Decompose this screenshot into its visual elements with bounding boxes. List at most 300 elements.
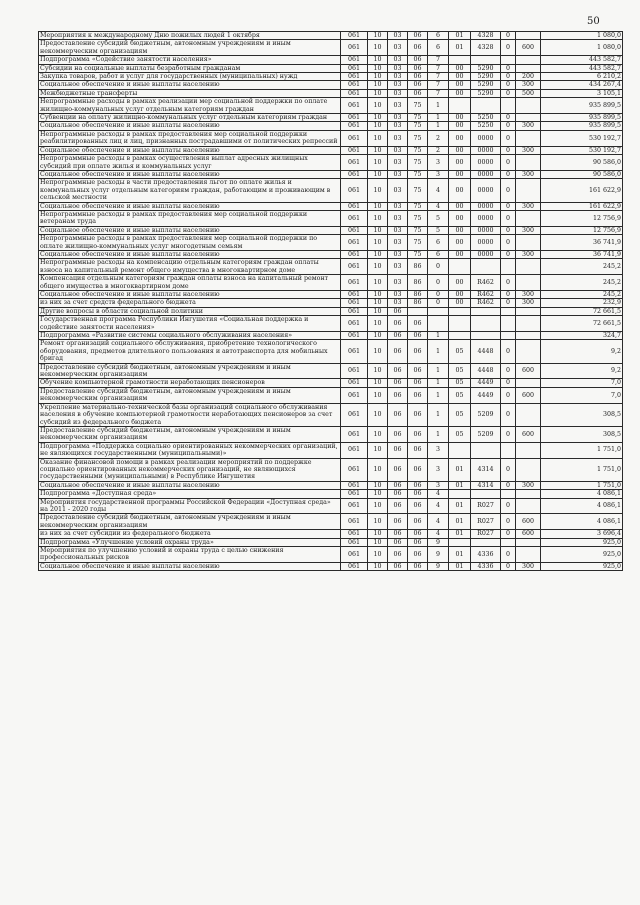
subsection-code-cell: 03: [388, 32, 408, 40]
table-row: [39, 514, 623, 530]
direction-code-cell: 5290: [471, 64, 501, 72]
section-code-cell: 10: [368, 379, 388, 387]
subsection-code-cell: 03: [388, 81, 408, 89]
program-code-cell: 06: [408, 316, 428, 332]
expense-name-cell: Подпрограмма «Поддержка социально ориентированных некоммерческих организаций, не являющихся государственными (муниципальными)»: [39, 442, 341, 458]
subsection-code-cell: 03: [388, 73, 408, 81]
table-row: [39, 226, 623, 234]
expense-name-cell: Закупка товаров, работ и услуг для государственных (муниципальных) нужд: [39, 73, 341, 81]
direction-code-cell: 5290: [471, 73, 501, 81]
expense-name-cell: Предоставление субсидий бюджетным, автономным учреждениям и иным некоммерческим организациям: [39, 426, 341, 442]
expense-type-code-cell: [516, 458, 541, 481]
section-code-cell: 10: [368, 73, 388, 81]
table-row: [39, 547, 623, 563]
table-row: [39, 442, 623, 458]
direction-code-cell: [471, 259, 501, 275]
subsection-code-cell: 03: [388, 210, 408, 226]
expense-name-cell: Непрограммные расходы на компенсацию отдельным категориям граждан оплаты взноса на капитальный ремонт общего имущества в многоквартирном доме: [39, 259, 341, 275]
section-code-cell: 10: [368, 114, 388, 122]
event-code-cell: 01: [449, 514, 471, 530]
table-row: [39, 202, 623, 210]
table-row: [39, 426, 623, 442]
suffix-code-cell: 0: [501, 210, 516, 226]
direction-code-cell: 5250: [471, 122, 501, 130]
suffix-code-cell: [501, 490, 516, 498]
subprogram-code-cell: [428, 307, 449, 315]
suffix-code-cell: 0: [501, 32, 516, 40]
subsection-code-cell: 06: [388, 316, 408, 332]
subsection-code-cell: 03: [388, 275, 408, 291]
section-code-cell: 10: [368, 64, 388, 72]
event-code-cell: 00: [449, 179, 471, 202]
expense-name-cell: Предоставление субсидий бюджетным, автономным учреждениям и иным некоммерческим организациям: [39, 387, 341, 403]
expense-name-cell: Обучение компьютерной грамотности неработающих пенсионеров: [39, 379, 341, 387]
direction-code-cell: 5250: [471, 114, 501, 122]
suffix-code-cell: 0: [501, 426, 516, 442]
ministry-code-cell: 061: [341, 530, 368, 538]
expense-type-code-cell: 600: [516, 363, 541, 379]
page-number: 50: [587, 16, 600, 27]
subprogram-code-cell: 3: [428, 481, 449, 489]
ministry-code-cell: 061: [341, 387, 368, 403]
section-code-cell: 10: [368, 122, 388, 130]
direction-code-cell: 4448: [471, 363, 501, 379]
section-code-cell: 10: [368, 490, 388, 498]
expense-name-cell: Оказание финансовой помощи в рамках реализации мероприятий по поддержке социально ориентированных некоммерческих организаций, не являющихся государственными (муниципальными) в Республике Ингушетия: [39, 458, 341, 481]
expense-type-code-cell: [516, 98, 541, 114]
direction-code-cell: 4448: [471, 340, 501, 363]
expense-type-code-cell: 300: [516, 291, 541, 299]
program-code-cell: 75: [408, 170, 428, 178]
subprogram-code-cell: 7: [428, 64, 449, 72]
direction-code-cell: [471, 332, 501, 340]
suffix-code-cell: 0: [501, 130, 516, 146]
event-code-cell: 05: [449, 379, 471, 387]
expense-type-code-cell: 600: [516, 40, 541, 56]
ministry-code-cell: 061: [341, 235, 368, 251]
table-row: [39, 56, 623, 64]
amount-cell: 232,9: [541, 299, 623, 307]
direction-code-cell: [471, 538, 501, 546]
section-code-cell: 10: [368, 426, 388, 442]
subsection-code-cell: 03: [388, 259, 408, 275]
subprogram-code-cell: 0: [428, 275, 449, 291]
program-code-cell: 75: [408, 235, 428, 251]
program-code-cell: 06: [408, 81, 428, 89]
direction-code-cell: 5290: [471, 89, 501, 97]
expense-type-code-cell: 300: [516, 170, 541, 178]
subprogram-code-cell: 1: [428, 379, 449, 387]
event-code-cell: 05: [449, 426, 471, 442]
suffix-code-cell: 0: [501, 547, 516, 563]
program-code-cell: 06: [408, 458, 428, 481]
section-code-cell: 10: [368, 170, 388, 178]
event-code-cell: 00: [449, 89, 471, 97]
program-code-cell: 06: [408, 490, 428, 498]
ministry-code-cell: 061: [341, 498, 368, 514]
direction-code-cell: 0000: [471, 250, 501, 258]
table-row: [39, 98, 623, 114]
amount-cell: 308,5: [541, 403, 623, 426]
ministry-code-cell: 061: [341, 122, 368, 130]
section-code-cell: 10: [368, 481, 388, 489]
subsection-code-cell: 06: [388, 547, 408, 563]
event-code-cell: 01: [449, 562, 471, 570]
event-code-cell: 00: [449, 114, 471, 122]
expense-type-code-cell: 600: [516, 426, 541, 442]
program-code-cell: 06: [408, 340, 428, 363]
direction-code-cell: 4314: [471, 481, 501, 489]
program-code-cell: 06: [408, 530, 428, 538]
subprogram-code-cell: 3: [428, 442, 449, 458]
ministry-code-cell: 061: [341, 64, 368, 72]
amount-cell: 6 210,2: [541, 73, 623, 81]
suffix-code-cell: [501, 307, 516, 315]
expense-name-cell: Субсидии на социальные выплаты безработным гражданам: [39, 64, 341, 72]
section-code-cell: 10: [368, 562, 388, 570]
section-code-cell: 10: [368, 226, 388, 234]
event-code-cell: [449, 307, 471, 315]
suffix-code-cell: 0: [501, 403, 516, 426]
expense-name-cell: Мероприятия к международному Дню пожилых людей 1 октября: [39, 32, 341, 40]
direction-code-cell: 4314: [471, 458, 501, 481]
expense-type-code-cell: 600: [516, 514, 541, 530]
direction-code-cell: 4328: [471, 32, 501, 40]
program-code-cell: 75: [408, 155, 428, 171]
subsection-code-cell: 06: [388, 562, 408, 570]
expense-name-cell: Предоставление субсидий бюджетным, автономным учреждениям и иным некоммерческим организациям: [39, 514, 341, 530]
table-row: [39, 179, 623, 202]
ministry-code-cell: 061: [341, 146, 368, 154]
subprogram-code-cell: 1: [428, 403, 449, 426]
ministry-code-cell: 061: [341, 155, 368, 171]
expense-type-code-cell: [516, 259, 541, 275]
event-code-cell: 00: [449, 291, 471, 299]
subsection-code-cell: 03: [388, 299, 408, 307]
expense-name-cell: из них за счет субсидии из федерального бюджета: [39, 530, 341, 538]
direction-code-cell: R462: [471, 275, 501, 291]
subsection-code-cell: 03: [388, 170, 408, 178]
subsection-code-cell: 06: [388, 340, 408, 363]
expense-type-code-cell: [516, 56, 541, 64]
ministry-code-cell: 061: [341, 226, 368, 234]
ministry-code-cell: 061: [341, 442, 368, 458]
program-code-cell: 75: [408, 122, 428, 130]
section-code-cell: 10: [368, 307, 388, 315]
expense-name-cell: Предоставление субсидий бюджетным, автономным учреждениям и иным некоммерческим организациям: [39, 40, 341, 56]
subsection-code-cell: 03: [388, 130, 408, 146]
subprogram-code-cell: 0: [428, 299, 449, 307]
table-row: [39, 64, 623, 72]
direction-code-cell: 4336: [471, 562, 501, 570]
program-code-cell: 06: [408, 538, 428, 546]
table-row: [39, 235, 623, 251]
expense-name-cell: Подпрограмма «Улучшение условий охраны труда»: [39, 538, 341, 546]
expense-name-cell: Другие вопросы в области социальной политики: [39, 307, 341, 315]
suffix-code-cell: [501, 56, 516, 64]
program-code-cell: 06: [408, 89, 428, 97]
suffix-code-cell: 0: [501, 299, 516, 307]
event-code-cell: 00: [449, 81, 471, 89]
subprogram-code-cell: 6: [428, 250, 449, 258]
program-code-cell: 06: [408, 481, 428, 489]
expense-name-cell: Социальное обеспечение и иные выплаты населению: [39, 81, 341, 89]
suffix-code-cell: 0: [501, 530, 516, 538]
ministry-code-cell: 061: [341, 307, 368, 315]
direction-code-cell: 4449: [471, 387, 501, 403]
subprogram-code-cell: 6: [428, 235, 449, 251]
direction-code-cell: [471, 56, 501, 64]
amount-cell: 245,2: [541, 275, 623, 291]
amount-cell: 308,5: [541, 426, 623, 442]
subprogram-code-cell: 5: [428, 226, 449, 234]
expense-type-code-cell: [516, 275, 541, 291]
subprogram-code-cell: 5: [428, 210, 449, 226]
direction-code-cell: 0000: [471, 170, 501, 178]
expense-type-code-cell: 300: [516, 299, 541, 307]
amount-cell: 935 899,5: [541, 98, 623, 114]
program-code-cell: 75: [408, 210, 428, 226]
subsection-code-cell: 06: [388, 426, 408, 442]
expense-name-cell: Подпрограмма «Содействие занятости населения»: [39, 56, 341, 64]
section-code-cell: 10: [368, 514, 388, 530]
ministry-code-cell: 061: [341, 73, 368, 81]
expense-name-cell: Непрограммные расходы в рамках предоставления мер социальной поддержки ветеранам труда: [39, 210, 341, 226]
expense-type-code-cell: 300: [516, 481, 541, 489]
event-code-cell: [449, 56, 471, 64]
section-code-cell: 10: [368, 291, 388, 299]
subsection-code-cell: 06: [388, 530, 408, 538]
ministry-code-cell: 061: [341, 514, 368, 530]
direction-code-cell: 4328: [471, 40, 501, 56]
direction-code-cell: R462: [471, 299, 501, 307]
direction-code-cell: 0000: [471, 202, 501, 210]
expense-name-cell: Предоставление субсидий бюджетным, автономным учреждениям и иным некоммерческим организациям: [39, 363, 341, 379]
event-code-cell: [449, 259, 471, 275]
program-code-cell: 06: [408, 387, 428, 403]
expense-type-code-cell: [516, 64, 541, 72]
ministry-code-cell: 061: [341, 538, 368, 546]
suffix-code-cell: [501, 538, 516, 546]
subprogram-code-cell: 7: [428, 56, 449, 64]
event-code-cell: [449, 316, 471, 332]
expense-type-code-cell: [516, 490, 541, 498]
ministry-code-cell: 061: [341, 89, 368, 97]
expense-name-cell: Государственная программа Республики Ингушетия «Социальная поддержка и содействие занятости населения»: [39, 316, 341, 332]
subprogram-code-cell: 3: [428, 458, 449, 481]
subprogram-code-cell: 2: [428, 146, 449, 154]
ministry-code-cell: 061: [341, 547, 368, 563]
subprogram-code-cell: 6: [428, 40, 449, 56]
event-code-cell: 00: [449, 202, 471, 210]
ministry-code-cell: 061: [341, 299, 368, 307]
suffix-code-cell: 0: [501, 458, 516, 481]
program-code-cell: 75: [408, 202, 428, 210]
section-code-cell: 10: [368, 387, 388, 403]
subprogram-code-cell: 2: [428, 130, 449, 146]
ministry-code-cell: 061: [341, 332, 368, 340]
ministry-code-cell: 061: [341, 40, 368, 56]
expense-type-code-cell: 300: [516, 122, 541, 130]
amount-cell: 1 751,0: [541, 458, 623, 481]
table-row: [39, 481, 623, 489]
subprogram-code-cell: 7: [428, 73, 449, 81]
ministry-code-cell: 061: [341, 81, 368, 89]
table-row: [39, 538, 623, 546]
subsection-code-cell: 03: [388, 155, 408, 171]
event-code-cell: 01: [449, 40, 471, 56]
suffix-code-cell: 0: [501, 363, 516, 379]
event-code-cell: 00: [449, 250, 471, 258]
subsection-code-cell: 03: [388, 202, 408, 210]
subsection-code-cell: 06: [388, 363, 408, 379]
ministry-code-cell: 061: [341, 458, 368, 481]
table-row: [39, 114, 623, 122]
subprogram-code-cell: 0: [428, 291, 449, 299]
subsection-code-cell: 03: [388, 179, 408, 202]
amount-cell: 90 586,0: [541, 155, 623, 171]
expense-type-code-cell: 300: [516, 562, 541, 570]
expense-type-code-cell: [516, 210, 541, 226]
expense-name-cell: Непрограммные расходы в рамках реализации мер социальной поддержки по оплате жилищно-коммунальных услуг отдельным категориям граждан: [39, 98, 341, 114]
expense-type-code-cell: [516, 130, 541, 146]
section-code-cell: 10: [368, 299, 388, 307]
subprogram-code-cell: 4: [428, 514, 449, 530]
section-code-cell: 10: [368, 340, 388, 363]
subprogram-code-cell: 9: [428, 547, 449, 563]
program-code-cell: 75: [408, 179, 428, 202]
amount-cell: 4 086,1: [541, 498, 623, 514]
table-row: [39, 81, 623, 89]
subsection-code-cell: 03: [388, 235, 408, 251]
subsection-code-cell: 06: [388, 332, 408, 340]
ministry-code-cell: 061: [341, 202, 368, 210]
direction-code-cell: 5209: [471, 426, 501, 442]
subprogram-code-cell: 1: [428, 363, 449, 379]
section-code-cell: 10: [368, 98, 388, 114]
program-code-cell: 75: [408, 146, 428, 154]
section-code-cell: 10: [368, 155, 388, 171]
expense-name-cell: Мероприятия по улучшению условий и охраны труда с целью снижения профессиональных рисков: [39, 547, 341, 563]
suffix-code-cell: 0: [501, 498, 516, 514]
ministry-code-cell: 061: [341, 379, 368, 387]
direction-code-cell: R027: [471, 530, 501, 538]
expense-name-cell: из них за счет средств федерального бюджета: [39, 299, 341, 307]
subsection-code-cell: 03: [388, 64, 408, 72]
event-code-cell: 00: [449, 210, 471, 226]
ministry-code-cell: 061: [341, 481, 368, 489]
expense-type-code-cell: [516, 498, 541, 514]
amount-cell: 90 586,0: [541, 170, 623, 178]
expense-name-cell: Мероприятия государственной программы Российской Федерации «Доступная среда» на 2011 - 2020 годы: [39, 498, 341, 514]
suffix-code-cell: 0: [501, 122, 516, 130]
section-code-cell: 10: [368, 179, 388, 202]
ministry-code-cell: 061: [341, 250, 368, 258]
event-code-cell: 01: [449, 498, 471, 514]
section-code-cell: 10: [368, 363, 388, 379]
expense-name-cell: Социальное обеспечение и иные выплаты населению: [39, 170, 341, 178]
event-code-cell: 05: [449, 387, 471, 403]
subprogram-code-cell: [428, 316, 449, 332]
expense-type-code-cell: [516, 316, 541, 332]
amount-cell: 1 080,0: [541, 32, 623, 40]
expense-type-code-cell: 300: [516, 146, 541, 154]
subsection-code-cell: 06: [388, 442, 408, 458]
suffix-code-cell: 0: [501, 514, 516, 530]
event-code-cell: 05: [449, 340, 471, 363]
section-code-cell: 10: [368, 56, 388, 64]
event-code-cell: 00: [449, 226, 471, 234]
amount-cell: 324,7: [541, 332, 623, 340]
suffix-code-cell: 0: [501, 562, 516, 570]
expense-type-code-cell: [516, 235, 541, 251]
subsection-code-cell: 06: [388, 458, 408, 481]
table-row: [39, 379, 623, 387]
table-row: [39, 32, 623, 40]
subprogram-code-cell: 6: [428, 32, 449, 40]
direction-code-cell: 0000: [471, 146, 501, 154]
event-code-cell: 00: [449, 122, 471, 130]
amount-cell: 925,0: [541, 538, 623, 546]
suffix-code-cell: [501, 98, 516, 114]
subprogram-code-cell: 3: [428, 170, 449, 178]
direction-code-cell: [471, 307, 501, 315]
expense-type-code-cell: [516, 332, 541, 340]
section-code-cell: 10: [368, 40, 388, 56]
suffix-code-cell: [501, 442, 516, 458]
direction-code-cell: 0000: [471, 235, 501, 251]
subsection-code-cell: 03: [388, 226, 408, 234]
section-code-cell: 10: [368, 130, 388, 146]
program-code-cell: [408, 307, 428, 315]
expense-name-cell: Ремонт организаций социального обслуживания, приобретение технологического оборудования, предметов длительного пользования и автотранспорта для мобильных бригад: [39, 340, 341, 363]
expense-name-cell: Подпрограмма «Доступная среда»: [39, 490, 341, 498]
program-code-cell: 06: [408, 403, 428, 426]
expense-name-cell: Подпрограмма «Развитие системы социального обслуживания населения»: [39, 332, 341, 340]
amount-cell: 1 751,0: [541, 442, 623, 458]
subprogram-code-cell: 1: [428, 98, 449, 114]
section-code-cell: 10: [368, 403, 388, 426]
section-code-cell: 10: [368, 547, 388, 563]
subsection-code-cell: 03: [388, 146, 408, 154]
event-code-cell: 05: [449, 403, 471, 426]
expense-name-cell: Непрограммные расходы в рамках предоставления мер социальной поддержки по оплате жилищно-коммунальных услуг многодетным семьям: [39, 235, 341, 251]
suffix-code-cell: 0: [501, 387, 516, 403]
event-code-cell: [449, 442, 471, 458]
expense-type-code-cell: [516, 179, 541, 202]
ministry-code-cell: 061: [341, 340, 368, 363]
subprogram-code-cell: 0: [428, 259, 449, 275]
program-code-cell: 06: [408, 363, 428, 379]
ministry-code-cell: 061: [341, 403, 368, 426]
suffix-code-cell: 0: [501, 114, 516, 122]
direction-code-cell: R462: [471, 291, 501, 299]
expense-name-cell: Социальное обеспечение и иные выплаты населению: [39, 146, 341, 154]
event-code-cell: 00: [449, 130, 471, 146]
direction-code-cell: 4449: [471, 379, 501, 387]
ministry-code-cell: 061: [341, 98, 368, 114]
amount-cell: 12 756,9: [541, 210, 623, 226]
suffix-code-cell: 0: [501, 146, 516, 154]
subprogram-code-cell: 4: [428, 490, 449, 498]
event-code-cell: 01: [449, 32, 471, 40]
event-code-cell: 00: [449, 73, 471, 81]
subprogram-code-cell: 9: [428, 562, 449, 570]
suffix-code-cell: 0: [501, 275, 516, 291]
suffix-code-cell: 0: [501, 235, 516, 251]
expense-type-code-cell: 300: [516, 81, 541, 89]
expense-name-cell: Социальное обеспечение и иные выплаты населению: [39, 562, 341, 570]
